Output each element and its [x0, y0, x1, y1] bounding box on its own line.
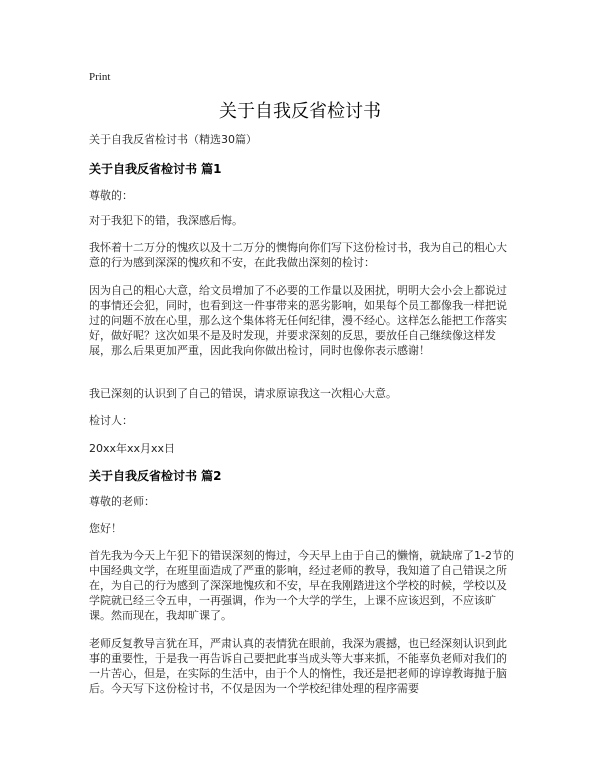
section-heading-1: 关于自我反省检讨书 篇1 [89, 162, 222, 176]
print-label: Print [89, 71, 111, 83]
signature-label: 检讨人： [89, 414, 133, 427]
date-line: 20xx年xx月xx日 [89, 442, 176, 455]
paragraph: 对于我犯下的错，我深感后悔。 [89, 214, 243, 227]
greeting: 您好！ [89, 522, 122, 535]
salutation-2: 尊敬的老师： [89, 495, 155, 508]
document-title: 关于自我反省检讨书 [219, 101, 381, 122]
document-subtitle: 关于自我反省检讨书（精选30篇） [89, 133, 257, 146]
paragraph: 因为自己的粗心大意，给文员增加了不必要的工作量以及困扰，明明大会小会上都说过的事情还会犯，同时，也看到这一件事带来的恶劣影响，如果每个员工都像我一样把说过的问题不放在心里，那么这个集体将无任何纪律，漫不经心。这样怎么能把工作落实好，做好呢？这次如果不是及时发现，并要求深刻的反思，要放任自己继续像这样发展，那么后果更加严重，因此我向你做出检讨，同时也像你表示感谢！ [89, 284, 507, 357]
paragraph: 老师反复教导言犹在耳，严肃认真的表情犹在眼前，我深为震撼，也已经深刻认识到此事的重要性，于是我一再告诉自己要把此事当成头等大事来抓，不能辜负老师对我们的一片苦心，但是，在实际的生活中，由于个人的惰性，我还是把老师的谆谆教诲抛于脑后。今天写下这份检讨书，不仅是因为一个学校纪律处理的程序需要 [89, 637, 507, 695]
paragraph: 我已深刻的认识到了自己的错误，请求原谅我这一次粗心大意。 [89, 387, 397, 400]
paragraph: 我怀着十二万分的愧疚以及十二万分的懊悔向你们写下这份检讨书，我为自己的粗心大意的行为感到深深的愧疚和不安，在此我做出深刻的检讨： [89, 241, 507, 269]
salutation-1: 尊敬的： [89, 189, 133, 202]
paragraph: 首先我为今天上午犯下的错误深刻的悔过，今天早上由于自己的懒惰，就缺席了1-2节的中国经典文学，在班里面造成了严重的影响，经过老师的教导，我知道了自己错误之所在，为自己的行为感到了深深地愧疚和不安，早在我刚踏进这个学校的时候，学校以及学院就已经三令五申，一再强调，作为一个大学的学生，上课不应该迟到，不应该旷课。然而现在，我却旷课了。 [89, 549, 514, 622]
section-heading-2: 关于自我反省检讨书 篇2 [89, 469, 222, 483]
